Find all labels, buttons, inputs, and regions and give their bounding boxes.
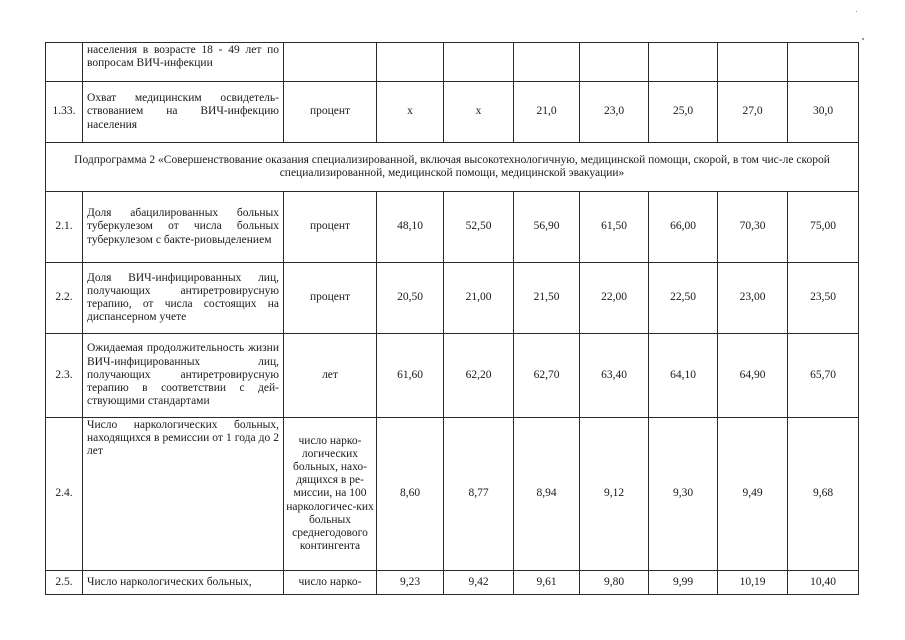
value-cell: х — [444, 82, 514, 143]
value-cell: 22,00 — [580, 263, 649, 334]
row-number — [46, 43, 83, 82]
unit-cell: процент — [284, 263, 377, 334]
value-cell: 65,70 — [788, 334, 859, 418]
value-cell: 52,50 — [444, 192, 514, 263]
value-cell: 61,60 — [377, 334, 444, 418]
value-cell: 8,77 — [444, 418, 514, 571]
indicator-name: населения в возрасте 18 - 49 лет по вопросам ВИЧ-инфекции — [83, 43, 284, 82]
value-cell: 64,10 — [649, 334, 718, 418]
indicator-name: Число наркологических больных, — [83, 571, 284, 595]
table-row — [46, 571, 859, 595]
value-cell: 9,68 — [788, 418, 859, 571]
value-cell: 64,90 — [718, 334, 788, 418]
value-cell — [649, 43, 718, 82]
table-row — [46, 82, 859, 143]
value-cell: 23,00 — [718, 263, 788, 334]
indicator-name: Доля ВИЧ-инфицированных лиц, получающих антиретровирусную терапию, от числа состоящих на диспансерном учете — [83, 263, 284, 334]
value-cell: 56,90 — [514, 192, 580, 263]
value-cell: 21,0 — [514, 82, 580, 143]
indicator-name: Охват медицинским освидетель-ствованием на ВИЧ-инфекцию населения — [83, 82, 284, 143]
unit-cell: процент — [284, 82, 377, 143]
value-cell — [718, 43, 788, 82]
value-cell: 30,0 — [788, 82, 859, 143]
value-cell: 48,10 — [377, 192, 444, 263]
indicator-name: Ожидаемая продолжительность жизни ВИЧ-инфицированных лиц, получающих антиретровирусную терапию в соответствии с дей-ствующими стандартами — [83, 334, 284, 418]
value-cell — [788, 43, 859, 82]
value-cell: 9,99 — [649, 571, 718, 595]
table-row — [46, 418, 859, 571]
value-cell: 20,50 — [377, 263, 444, 334]
row-number: 1.33. — [46, 82, 83, 143]
indicator-name: Число наркологических больных, находящихся в ремиссии от 1 года до 2 лет — [83, 418, 284, 571]
value-cell: 9,61 — [514, 571, 580, 595]
value-cell: 23,50 — [788, 263, 859, 334]
table-row — [46, 43, 859, 82]
row-number: 2.5. — [46, 571, 83, 595]
row-number: 2.2. — [46, 263, 83, 334]
value-cell: 22,50 — [649, 263, 718, 334]
unit-cell: число нарко-логических больных, нахо-дящихся в ре-миссии, на 100 наркологичес-ких больных среднегодового контингента — [284, 418, 377, 571]
table-row — [46, 263, 859, 334]
scan-speck — [862, 38, 864, 40]
scan-speck — [856, 11, 857, 12]
value-cell: 9,30 — [649, 418, 718, 571]
value-cell: 61,50 — [580, 192, 649, 263]
value-cell — [444, 43, 514, 82]
value-cell: 10,40 — [788, 571, 859, 595]
value-cell: 9,12 — [580, 418, 649, 571]
row-number: 2.1. — [46, 192, 83, 263]
value-cell: 25,0 — [649, 82, 718, 143]
unit-cell: процент — [284, 192, 377, 263]
value-cell — [377, 43, 444, 82]
value-cell: 10,19 — [718, 571, 788, 595]
indicators-table — [45, 42, 859, 595]
value-cell: 62,20 — [444, 334, 514, 418]
table-row — [46, 334, 859, 418]
subprogram-heading: Подпрограмма 2 «Совершенствование оказания специализированной, включая высокотехнологичную, медицинской помощи, скорой, в том чис-ле скорой специализированной, медицинской помощи, медицинской эвакуации» — [46, 143, 859, 192]
value-cell: 9,23 — [377, 571, 444, 595]
value-cell: 9,49 — [718, 418, 788, 571]
value-cell: 21,00 — [444, 263, 514, 334]
value-cell: 75,00 — [788, 192, 859, 263]
value-cell: 27,0 — [718, 82, 788, 143]
unit-cell — [284, 43, 377, 82]
value-cell: 8,60 — [377, 418, 444, 571]
unit-cell: лет — [284, 334, 377, 418]
value-cell: 62,70 — [514, 334, 580, 418]
subprogram-row — [46, 143, 859, 192]
value-cell: 66,00 — [649, 192, 718, 263]
row-number: 2.3. — [46, 334, 83, 418]
value-cell: 23,0 — [580, 82, 649, 143]
value-cell: 9,80 — [580, 571, 649, 595]
value-cell: 70,30 — [718, 192, 788, 263]
indicator-name: Доля абацилированных больных туберкулезом от числа больных туберкулезом с бакте-риовыделением — [83, 192, 284, 263]
value-cell: 63,40 — [580, 334, 649, 418]
unit-cell: число нарко- — [284, 571, 377, 595]
value-cell: 9,42 — [444, 571, 514, 595]
value-cell: 21,50 — [514, 263, 580, 334]
value-cell: х — [377, 82, 444, 143]
value-cell: 8,94 — [514, 418, 580, 571]
row-number: 2.4. — [46, 418, 83, 571]
value-cell — [580, 43, 649, 82]
table-row — [46, 192, 859, 263]
value-cell — [514, 43, 580, 82]
